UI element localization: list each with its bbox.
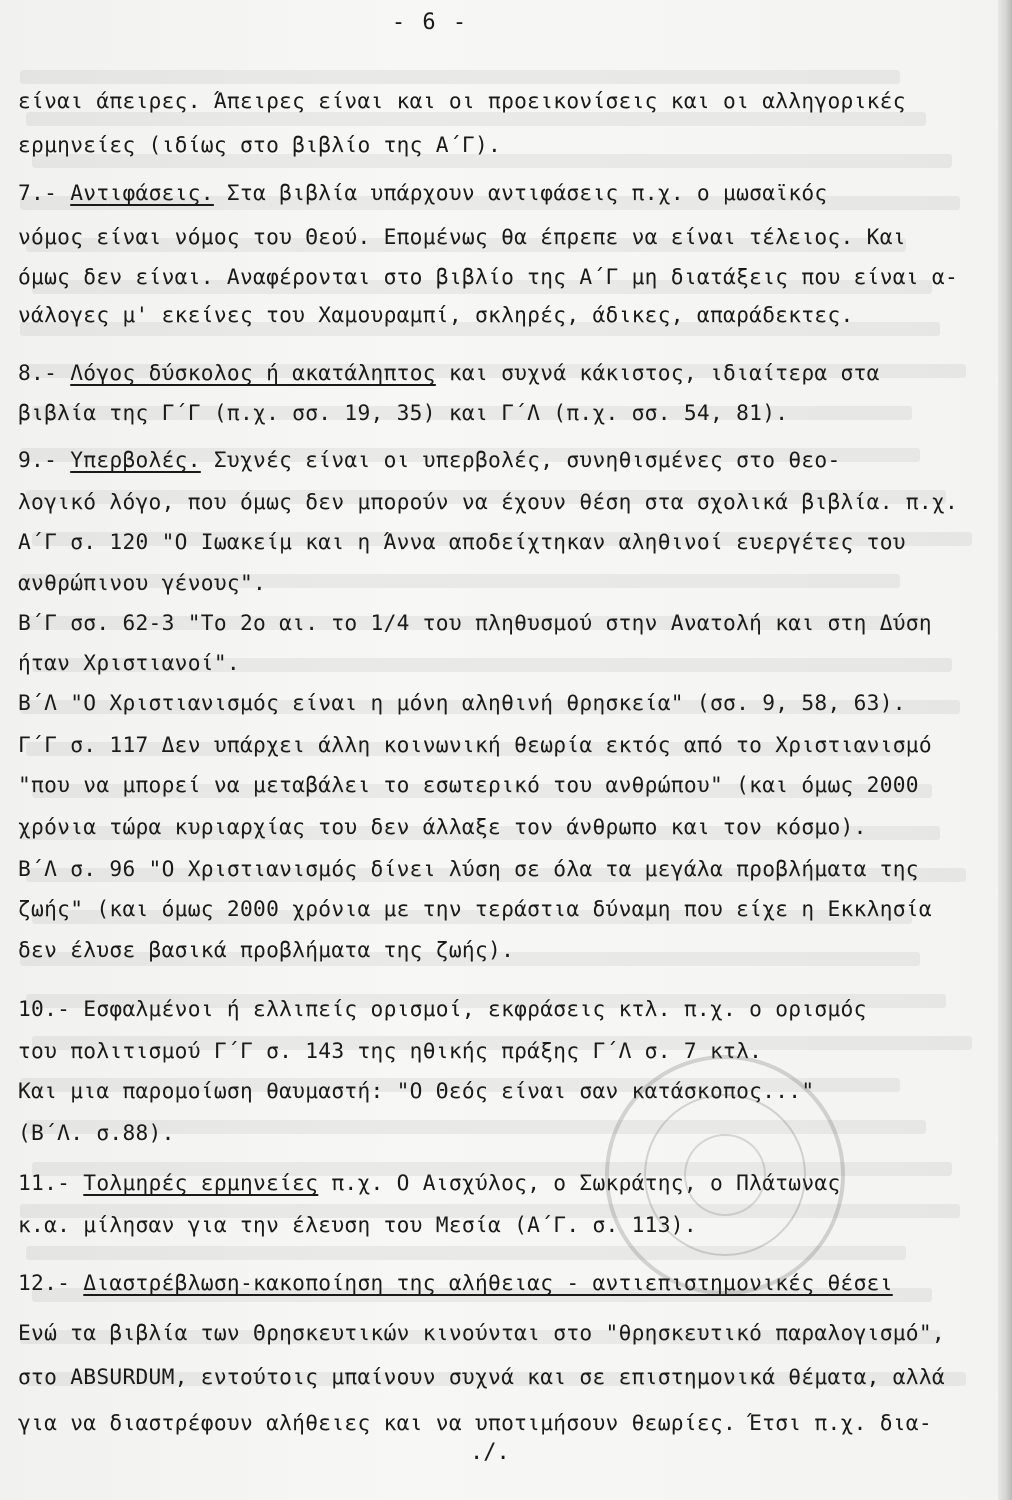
text-line: "που να μπορεί να μεταβάλει το εσωτερικό του ανθρώπου" (και όμως 2000 [18, 772, 919, 797]
text-line: του πολιτισμού Γ΄Γ σ. 143 της ηθικής πράξης Γ΄Λ σ. 7 κτλ. [18, 1038, 763, 1063]
text-line [18, 1168, 841, 1198]
text-line: Ενώ τα βιβλία των Θρησκευτικών κινούνται στο "θρησκευτικό παραλογισμό", [18, 1320, 945, 1345]
text-line: χρόνια τώρα κυριαρχίας του δεν άλλαξε τον άνθρωπο και τον κόσμο). [18, 814, 867, 839]
text-line [18, 178, 828, 208]
text-line: Β΄Γ σσ. 62-3 "Το 2ο αι. το 1/4 του πληθυσμού στην Ανατολή και στη Δύση [18, 610, 932, 635]
text-line: ήταν Χριστιανοί". [18, 650, 240, 675]
text-line: είναι άπειρες. Άπειρες είναι και οι προεικονίσεις και οι αλληγορικές [18, 88, 906, 113]
underlined-heading: Διαστρέβλωση-κακοποίηση της αλήθειας - αντιεπιστημονικές θέσει [83, 1270, 893, 1295]
text-segment: 9.- [18, 447, 71, 472]
text-line: νάλογες μ' εκείνες του Χαμουραμπί, σκληρές, άδικες, απαράδεκτες. [18, 302, 854, 327]
text-segment: και συχνά κάκιστος, ιδιαίτερα στα [435, 360, 880, 385]
text-line: ερμηνείες (ιδίως στο βιβλίο της Α΄Γ). [18, 132, 502, 157]
text-line: Β΄Λ σ. 96 "Ο Χριστιανισμός δίνει λύση σε όλα τα μεγάλα προβλήματα της [18, 856, 919, 881]
text-line: νόμος είναι νόμος του Θεού. Επομένως θα έπρεπε να είναι τέλειος. Και [18, 224, 906, 249]
text-line: κ.α. μίλησαν για την έλευση του Μεσία (Α΄Γ. σ. 113). [18, 1212, 697, 1237]
bleed-bar [20, 70, 900, 84]
text-line: 10.- Εσφαλμένοι ή ελλιπείς ορισμοί, εκφράσεις κτλ. π.χ. ο ορισμός [18, 996, 867, 1021]
page-edge-shadow [998, 0, 1012, 1500]
text-segment: 7.- [18, 180, 71, 205]
text-line [18, 1268, 893, 1298]
text-line: ζωής" (και όμως 2000 χρόνια με την τεράστια δύναμη που είχε η Εκκλησία [18, 896, 932, 921]
text-segment: π.χ. Ο Αισχύλος, ο Σωκράτης, ο Πλάτωνας [318, 1170, 841, 1195]
page-number: - 6 - [391, 10, 469, 35]
underlined-heading: Λόγος δύσκολος ή ακατάληπτος [70, 360, 436, 385]
text-line: για να διαστρέφουν αλήθειες και να υποτιμήσουν θεωρίες. Έτσι π.χ. δια- [18, 1410, 932, 1435]
text-segment: Συχνές είναι οι υπερβολές, συνηθισμένες στο θεο- [200, 447, 841, 472]
text-line: Α΄Γ σ. 120 "Ο Ιωακείμ και η Άννα αποδείχτηκαν αληθινοί ευεργέτες του [18, 529, 906, 554]
text-segment: 12.- [18, 1270, 84, 1295]
text-line: Γ΄Γ σ. 117 Δεν υπάρχει άλλη κοινωνική θεωρία εκτός από το Χριστιανισμό [18, 732, 932, 757]
text-line [18, 358, 880, 388]
text-line: στο ABSURDUM, εντούτοις μπαίνουν συχνά και σε επιστημονικά θέματα, αλλά [18, 1364, 945, 1389]
text-line: ανθρώπινου γένους". [18, 570, 267, 595]
underlined-heading: Υπερβολές. [70, 447, 201, 472]
text-segment: 8.- [18, 360, 71, 385]
text-segment: 11.- [18, 1170, 84, 1195]
text-line: δεν έλυσε βασικά προβλήματα της ζωής). [18, 937, 515, 962]
underlined-heading: Αντιφάσεις. [70, 180, 214, 205]
text-line: βιβλία της Γ΄Γ (π.χ. σσ. 19, 35) και Γ΄Λ (π.χ. σσ. 54, 81). [18, 400, 789, 425]
underlined-heading: Τολμηρές ερμηνείες [83, 1170, 319, 1195]
text-line: (Β΄Λ. σ.88). [18, 1120, 175, 1145]
text-segment: Στα βιβλία υπάρχουν αντιφάσεις π.χ. ο μωσαϊκός [213, 180, 828, 205]
text-line: λογικό λόγο, που όμως δεν μπορούν να έχουν θέση στα σχολικά βιβλία. π.χ. [18, 489, 959, 514]
text-line [18, 445, 841, 475]
text-line: Β΄Λ "Ο Χριστιανισμός είναι η μόνη αληθινή θρησκεία" (σσ. 9, 58, 63). [18, 690, 906, 715]
continuation-mark: ./. [470, 1440, 510, 1465]
text-line: όμως δεν είναι. Αναφέρονται στο βιβλίο της Α΄Γ μη διατάξεις που είναι α- [18, 264, 959, 289]
bleed-bar [26, 1246, 906, 1260]
text-line: Και μια παρομοίωση θαυμαστή: "Ο Θεός είναι σαν κατάσκοπος..." [18, 1078, 815, 1103]
